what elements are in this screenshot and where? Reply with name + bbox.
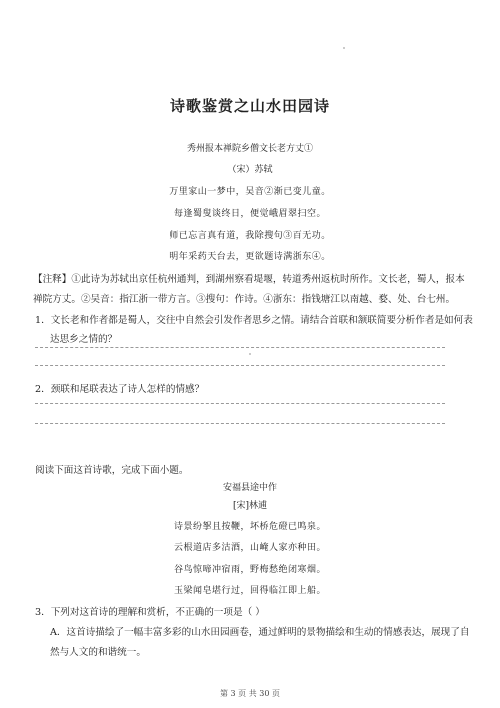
poem2-line: 玉梁闻皂堪行过，回得临江即上船。 <box>173 586 326 596</box>
poem1-author: （宋）苏轼 <box>227 165 273 175</box>
poem1-line: 每逢蜀叟谈终日，便觉峨眉翠扫空。 <box>173 209 326 219</box>
poem1-line: 万里家山一梦中，吴音②渐已变儿童。 <box>169 187 331 197</box>
poem1-title: 秀州报本禅院乡僧文长老方丈① <box>186 144 313 154</box>
reading-intro: 阅读下面这首诗歌，完成下面小题。 <box>35 465 189 476</box>
answer-line <box>35 403 445 404</box>
option-a-cont: 然与人文的和谐统一。 <box>50 647 146 658</box>
answer-line <box>35 365 445 366</box>
poem2-line: 谷鸟惊啼冲宿雨，野梅愁绝闭寒烟。 <box>173 565 326 575</box>
poem2-line: 云根道店多沽酒，山崦人家亦种田。 <box>173 543 326 553</box>
page-title: 诗歌鉴赏之山水田园诗 <box>169 97 330 115</box>
annotation-note: 禅院方丈。②吴音：指江浙一带方言。③搜句：作诗。④浙东：指钱塘江以南越、婺、处、台七州。 <box>33 294 456 305</box>
answer-line <box>35 347 445 348</box>
scan-dot <box>343 47 345 49</box>
question-1: 1．文长老和作者都是蜀人，交往中自然会引发作者思乡之情。请结合首联和颔联简要分析作者是如何表 <box>35 315 473 326</box>
question-2: 2．颈联和尾联表达了诗人怎样的情感？ <box>35 384 205 395</box>
poem1-line: 明年采药天台去，更欲题诗满浙东④。 <box>169 252 331 262</box>
question-1-cont: 达思乡之情的？ <box>50 334 118 345</box>
question-3: 3．下列对这首诗的理解和赏析，不正确的一项是（ ） <box>35 607 265 618</box>
scan-dot <box>249 353 251 355</box>
option-a: A．这首诗描绘了一幅丰富多彩的山水田园画卷，通过鲜明的景物描绘和生动的情感表达，展现了自 <box>50 627 470 638</box>
annotation-note: 【注释】①此诗为苏轼出京任杭州通判，到湖州察看堤堰，转道秀州返杭时所作。文长老，蜀人，报本 <box>33 274 465 285</box>
poem2-title: 安福县途中作 <box>222 483 277 493</box>
poem2-line: 诗景纷挐且按鞭，坏桥危磴已鸣泉。 <box>173 522 326 532</box>
poem1-line: 师已忘言真有道，我除搜句③百无功。 <box>169 231 331 241</box>
poem2-author: [宋]林逋 <box>232 501 268 511</box>
answer-line <box>35 423 445 424</box>
page-footer: 第 3 页 共 30 页 <box>220 689 280 698</box>
